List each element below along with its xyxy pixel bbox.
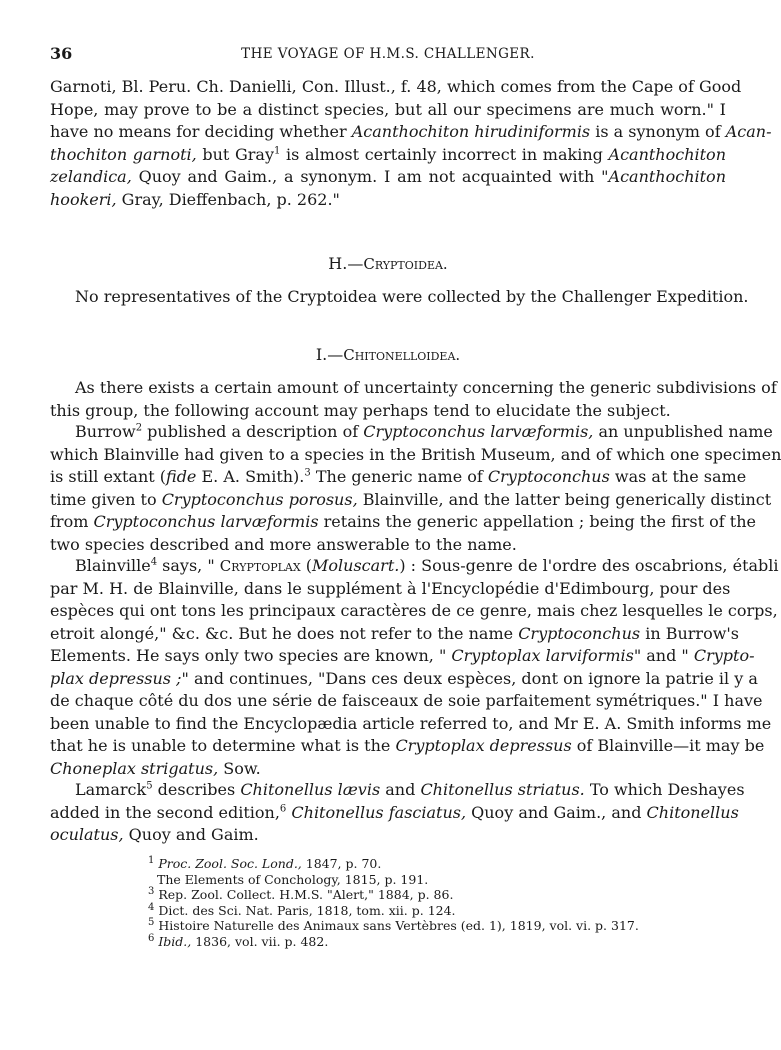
- footnote-ref: 4: [150, 556, 158, 568]
- footnote-item: $^6$ Ibid., 1836, vol. vii. p. 482.: [148, 932, 329, 949]
- section-heading-cryptoidea: H.—Cryptoidea.: [328, 254, 448, 273]
- text-line: Lamarck$^5$ describes Chitonellus lævis and Chitonellus striatus. To which Deshayes: [75, 780, 745, 799]
- page-number: 36: [50, 44, 73, 63]
- text-line: been unable to find the Encyclopædia article referred to, and Mr E. A. Smith informs me: [50, 713, 772, 733]
- text-line: plax depressus ;" and continues, "Dans ces deux espèces, dont on ignore la patrie il y a: [50, 668, 758, 688]
- footnote-item: $^4$ Dict. des Sci. Nat. Paris, 1818, tom. xii. p. 124.: [148, 901, 456, 918]
- text-line: Elements. He says only two species are known, " Cryptoplax larviformis" and " Crypto-: [50, 646, 755, 665]
- text-line: have no means for deciding whether Acanthochiton hirudiniformis is a synonym of Acan-: [50, 122, 772, 141]
- text-line: espèces qui ont tons les principaux caractères de ce genre, mais chez lesquelles le corps,: [50, 601, 778, 620]
- paragraph-lamarck: [50, 779, 745, 847]
- footnotes: [148, 856, 639, 949]
- text-line: de chaque côté du dos une série de faisceaux de soie parfaitement symétriques." I have: [50, 691, 763, 710]
- footnote-item: $^3$ Rep. Zool. Collect. H.M.S. "Alert," 1884, p. 86.: [148, 885, 454, 902]
- text-line: etroit alongé," &c. &c. But he does not refer to the name Cryptoconchus in Burrow's: [50, 623, 739, 643]
- text-line: which Blainville had given to a species in the British Museum, and of which one specimen: [50, 444, 781, 464]
- text-line: Garnoti, Bl. Peru. Ch. Danielli, Con. Illust., f. 48, which comes from the Cape of Good: [50, 77, 742, 96]
- text-line: this group, the following account may perhaps tend to elucidate the subject.: [50, 400, 671, 420]
- text-line: time given to Cryptoconchus porosus, Blainville, and the latter being generically distinct: [50, 489, 772, 509]
- text-line: Hope, may prove to be a distinct species, but all our specimens are much worn." I: [50, 99, 726, 119]
- text-line: zelandica, Quoy and Gaim., a synonym. I am not acquainted with "Acanthochiton: [50, 167, 726, 186]
- text-line: oculatus, Quoy and Gaim.: [50, 825, 259, 844]
- footnote-ref: 6: [279, 803, 287, 815]
- page-header: [50, 44, 726, 64]
- footnote-ref: 2: [135, 422, 143, 434]
- text-line: from Cryptoconchus larvæformis retains the generic appellation ; being the first of the: [50, 512, 756, 531]
- text-line: thochiton garnoti, but Gray$^1$ is almost certainly incorrect in making Acanthochiton: [50, 144, 726, 164]
- text-line: added in the second edition,$^6$ Chitonellus fasciatus, Quoy and Gaim., and Chitonellus: [50, 802, 739, 822]
- text-line: is still extant (fide E. A. Smith).$^3$ The generic name of Cryptoconchus was at the same: [50, 467, 747, 486]
- text-line: No representatives of the Cryptoidea were collected by the Challenger Expedition.: [75, 287, 749, 306]
- paragraph-continued: [50, 76, 772, 211]
- text-line: two species described and more answerable to the name.: [50, 534, 517, 554]
- paragraph-intro: [50, 377, 777, 422]
- paragraph-blainville: [50, 555, 779, 780]
- text-line: hookeri, Gray, Dieffenbach, p. 262.": [50, 189, 340, 209]
- text-line: As there exists a certain amount of uncertainty concerning the generic subdivisions of: [75, 378, 777, 397]
- footnote-ref: 5: [146, 780, 153, 792]
- footnote-item: $^5$ Histoire Naturelle des Animaux sans Vertèbres (ed. 1), 1819, vol. vi. p. 317.: [148, 916, 639, 933]
- text-line: par M. H. de Blainville, dans le supplément à l'Encyclopédie d'Edimbourg, pour des: [50, 578, 731, 598]
- footnote-item: $^1$ Proc. Zool. Soc. Lond., 1847, p. 70.: [148, 854, 382, 871]
- text-line: Blainville$^4$ says, " Cryptoplax (Moluscart.) : Sous-genre de l'ordre des oscabrions, établi: [75, 556, 779, 575]
- text-line: Choneplax strigatus, Sow.: [50, 758, 261, 778]
- running-title: THE VOYAGE OF H.M.S. CHALLENGER.: [241, 46, 535, 62]
- text-line: that he is unable to determine what is the Cryptoplax depressus of Blainville—it may be: [50, 736, 765, 755]
- footnote-ref: 1: [274, 145, 281, 157]
- section-heading-chitonelloidea: I.—Chitonelloidea.: [315, 345, 461, 364]
- text-line: Burrow$^2$ published a description of Cryptoconchus larvæformis, an unpublished name: [75, 422, 773, 441]
- paragraph-burrow: [50, 421, 781, 556]
- footnote-item: The Elements of Conchology, 1815, p. 191.: [157, 871, 429, 887]
- paragraph-cryptoidea: [50, 286, 749, 309]
- footnote-ref: 3: [304, 467, 311, 479]
